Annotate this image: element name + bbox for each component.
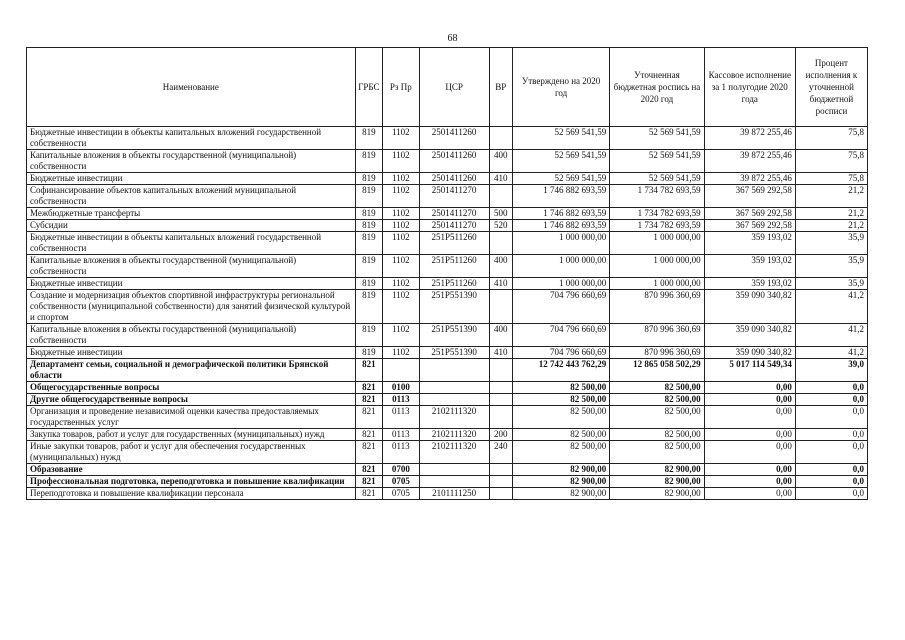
cell-grbs: 819 <box>355 347 382 359</box>
cell-grbs: 821 <box>355 464 382 476</box>
header-csr: ЦСР <box>419 48 489 127</box>
cell-approved: 52 569 541,59 <box>512 127 609 150</box>
cell-percent: 41,2 <box>795 324 867 347</box>
cell-cash: 359 090 340,82 <box>704 347 795 359</box>
cell-rzpr: 1102 <box>383 347 420 359</box>
cell-approved: 704 796 660,69 <box>512 347 609 359</box>
cell-name: Общегосударственные вопросы <box>27 382 356 394</box>
table-row <box>27 278 868 290</box>
cell-percent: 0,0 <box>795 488 867 500</box>
cell-vr <box>489 127 512 150</box>
header-refined: Уточненная бюджетная роспись на 2020 год <box>610 48 704 127</box>
cell-vr <box>489 406 512 429</box>
cell-approved: 12 742 443 762,29 <box>512 359 609 382</box>
table-row <box>27 394 868 406</box>
cell-percent: 21,2 <box>795 208 867 220</box>
cell-refined: 12 865 058 502,29 <box>610 359 704 382</box>
cell-grbs: 819 <box>355 220 382 232</box>
cell-percent: 41,2 <box>795 290 867 324</box>
cell-csr: 2501411270 <box>419 220 489 232</box>
cell-percent: 35,9 <box>795 278 867 290</box>
cell-refined: 870 996 360,69 <box>610 324 704 347</box>
header-approved: Утверждено на 2020 год <box>512 48 609 127</box>
cell-vr <box>489 382 512 394</box>
cell-vr <box>489 359 512 382</box>
cell-csr: 2501411260 <box>419 150 489 173</box>
cell-refined: 870 996 360,69 <box>610 347 704 359</box>
table-row <box>27 488 868 500</box>
cell-refined: 52 569 541,59 <box>610 173 704 185</box>
cell-approved: 1 746 882 693,59 <box>512 220 609 232</box>
cell-refined: 82 500,00 <box>610 406 704 429</box>
cell-approved: 1 746 882 693,59 <box>512 208 609 220</box>
cell-refined: 82 500,00 <box>610 429 704 441</box>
cell-grbs: 819 <box>355 208 382 220</box>
header-grbs: ГРБС <box>355 48 382 127</box>
table-row <box>27 476 868 488</box>
table-row <box>27 232 868 255</box>
table-row <box>27 290 868 324</box>
cell-name: Бюджетные инвестиции <box>27 347 356 359</box>
cell-grbs: 821 <box>355 359 382 382</box>
cell-grbs: 821 <box>355 406 382 429</box>
cell-rzpr: 1102 <box>383 173 420 185</box>
header-name: Наименование <box>27 48 356 127</box>
cell-rzpr: 0700 <box>383 464 420 476</box>
cell-refined: 1 000 000,00 <box>610 232 704 255</box>
cell-approved: 82 500,00 <box>512 441 609 464</box>
cell-vr <box>489 464 512 476</box>
cell-vr: 400 <box>489 324 512 347</box>
cell-rzpr: 1102 <box>383 232 420 255</box>
cell-cash: 0,00 <box>704 382 795 394</box>
cell-grbs: 821 <box>355 382 382 394</box>
cell-csr: 2102111320 <box>419 441 489 464</box>
table-row <box>27 359 868 382</box>
cell-grbs: 819 <box>355 173 382 185</box>
cell-refined: 1 734 782 693,59 <box>610 220 704 232</box>
cell-percent: 0,0 <box>795 464 867 476</box>
cell-approved: 704 796 660,69 <box>512 290 609 324</box>
cell-approved: 1 000 000,00 <box>512 232 609 255</box>
cell-refined: 1 734 782 693,59 <box>610 185 704 208</box>
cell-rzpr: 1102 <box>383 324 420 347</box>
cell-rzpr: 0113 <box>383 429 420 441</box>
cell-cash: 367 569 292,58 <box>704 208 795 220</box>
cell-name: Капитальные вложения в объекты государственной (муниципальной) собственности <box>27 255 356 278</box>
cell-cash: 0,00 <box>704 441 795 464</box>
cell-percent: 0,0 <box>795 394 867 406</box>
cell-percent: 0,0 <box>795 476 867 488</box>
cell-rzpr: 1102 <box>383 290 420 324</box>
cell-csr: 251P511260 <box>419 232 489 255</box>
cell-name: Профессиональная подготовка, переподготовка и повышение квалификации <box>27 476 356 488</box>
cell-cash: 0,00 <box>704 394 795 406</box>
table-row <box>27 382 868 394</box>
cell-grbs: 819 <box>355 127 382 150</box>
cell-approved: 704 796 660,69 <box>512 324 609 347</box>
cell-csr <box>419 464 489 476</box>
cell-rzpr: 0113 <box>383 406 420 429</box>
cell-percent: 0,0 <box>795 382 867 394</box>
cell-approved: 82 500,00 <box>512 406 609 429</box>
cell-approved: 82 900,00 <box>512 464 609 476</box>
cell-grbs: 819 <box>355 290 382 324</box>
table-row <box>27 185 868 208</box>
cell-rzpr: 0113 <box>383 394 420 406</box>
cell-name: Софинансирование объектов капитальных вложений муниципальной собственности <box>27 185 356 208</box>
cell-vr: 410 <box>489 278 512 290</box>
cell-approved: 82 900,00 <box>512 488 609 500</box>
cell-name: Другие общегосударственные вопросы <box>27 394 356 406</box>
cell-percent: 35,9 <box>795 255 867 278</box>
cell-refined: 82 900,00 <box>610 488 704 500</box>
cell-approved: 82 500,00 <box>512 429 609 441</box>
cell-vr: 500 <box>489 208 512 220</box>
cell-grbs: 819 <box>355 185 382 208</box>
cell-vr <box>489 185 512 208</box>
cell-rzpr: 0705 <box>383 488 420 500</box>
cell-approved: 1 746 882 693,59 <box>512 185 609 208</box>
cell-approved: 52 569 541,59 <box>512 173 609 185</box>
cell-csr: 2102111320 <box>419 406 489 429</box>
cell-rzpr: 1102 <box>383 127 420 150</box>
cell-csr: 251P551390 <box>419 347 489 359</box>
cell-refined: 82 500,00 <box>610 441 704 464</box>
cell-cash: 367 569 292,58 <box>704 185 795 208</box>
cell-grbs: 821 <box>355 394 382 406</box>
cell-name: Организация и проведение независимой оценки качества предоставляемых государственных услуг <box>27 406 356 429</box>
cell-csr <box>419 394 489 406</box>
cell-name: Капитальные вложения в объекты государственной (муниципальной) собственности <box>27 324 356 347</box>
header-cash: Кассовое исполнение за 1 полугодие 2020 года <box>704 48 795 127</box>
cell-csr: 2501411270 <box>419 185 489 208</box>
cell-grbs: 819 <box>355 324 382 347</box>
cell-percent: 0,0 <box>795 441 867 464</box>
cell-name: Департамент семьи, социальной и демографической политики Брянской области <box>27 359 356 382</box>
cell-cash: 359 090 340,82 <box>704 324 795 347</box>
cell-cash: 359 193,02 <box>704 278 795 290</box>
cell-cash: 5 017 114 549,34 <box>704 359 795 382</box>
cell-rzpr <box>383 359 420 382</box>
cell-csr: 2501411260 <box>419 173 489 185</box>
cell-vr: 520 <box>489 220 512 232</box>
cell-name: Бюджетные инвестиции <box>27 278 356 290</box>
cell-approved: 82 500,00 <box>512 394 609 406</box>
cell-approved: 1 000 000,00 <box>512 278 609 290</box>
cell-cash: 0,00 <box>704 429 795 441</box>
table-row <box>27 464 868 476</box>
cell-refined: 1 734 782 693,59 <box>610 208 704 220</box>
cell-rzpr: 1102 <box>383 278 420 290</box>
cell-vr <box>489 488 512 500</box>
table-body <box>27 127 868 500</box>
header-percent: Процент исполнения к уточненной бюджетной росписи <box>795 48 867 127</box>
cell-cash: 367 569 292,58 <box>704 220 795 232</box>
cell-grbs: 819 <box>355 150 382 173</box>
cell-percent: 35,9 <box>795 232 867 255</box>
cell-csr: 2501411270 <box>419 208 489 220</box>
cell-refined: 82 500,00 <box>610 394 704 406</box>
cell-refined: 1 000 000,00 <box>610 278 704 290</box>
cell-csr: 251P511260 <box>419 255 489 278</box>
table-row <box>27 150 868 173</box>
cell-approved: 82 500,00 <box>512 382 609 394</box>
cell-grbs: 821 <box>355 429 382 441</box>
cell-percent: 75,8 <box>795 127 867 150</box>
cell-percent: 39,0 <box>795 359 867 382</box>
cell-vr: 400 <box>489 150 512 173</box>
cell-vr: 410 <box>489 347 512 359</box>
cell-grbs: 821 <box>355 488 382 500</box>
cell-refined: 52 569 541,59 <box>610 127 704 150</box>
cell-name: Создание и модернизация объектов спортивной инфраструктуры региональной собственности (муниципальной собственности) для занятий физической культурой и спортом <box>27 290 356 324</box>
cell-csr: 251P551390 <box>419 324 489 347</box>
header-row <box>27 48 868 127</box>
cell-vr <box>489 394 512 406</box>
cell-cash: 39 872 255,46 <box>704 150 795 173</box>
cell-vr: 240 <box>489 441 512 464</box>
cell-refined: 1 000 000,00 <box>610 255 704 278</box>
table-row <box>27 406 868 429</box>
cell-percent: 21,2 <box>795 185 867 208</box>
cell-grbs: 821 <box>355 476 382 488</box>
cell-vr: 410 <box>489 173 512 185</box>
cell-rzpr: 0100 <box>383 382 420 394</box>
cell-csr: 2501411260 <box>419 127 489 150</box>
cell-approved: 1 000 000,00 <box>512 255 609 278</box>
cell-csr <box>419 382 489 394</box>
cell-rzpr: 0705 <box>383 476 420 488</box>
cell-csr: 2102111320 <box>419 429 489 441</box>
cell-percent: 41,2 <box>795 347 867 359</box>
cell-vr <box>489 476 512 488</box>
cell-rzpr: 1102 <box>383 208 420 220</box>
cell-vr: 400 <box>489 255 512 278</box>
cell-grbs: 819 <box>355 232 382 255</box>
cell-csr <box>419 476 489 488</box>
cell-cash: 359 090 340,82 <box>704 290 795 324</box>
cell-percent: 75,8 <box>795 173 867 185</box>
cell-percent: 21,2 <box>795 220 867 232</box>
table-row <box>27 173 868 185</box>
table-row <box>27 127 868 150</box>
cell-csr: 251P511260 <box>419 278 489 290</box>
cell-percent: 75,8 <box>795 150 867 173</box>
header-vr: ВР <box>489 48 512 127</box>
cell-name: Бюджетные инвестиции в объекты капитальных вложений государственной собственности <box>27 232 356 255</box>
cell-name: Субсидии <box>27 220 356 232</box>
cell-cash: 0,00 <box>704 488 795 500</box>
cell-csr <box>419 359 489 382</box>
table-row <box>27 441 868 464</box>
cell-cash: 39 872 255,46 <box>704 127 795 150</box>
budget-table <box>26 47 868 500</box>
cell-rzpr: 0113 <box>383 441 420 464</box>
cell-refined: 52 569 541,59 <box>610 150 704 173</box>
cell-cash: 0,00 <box>704 406 795 429</box>
cell-approved: 52 569 541,59 <box>512 150 609 173</box>
cell-name: Закупка товаров, работ и услуг для государственных (муниципальных) нужд <box>27 429 356 441</box>
cell-grbs: 819 <box>355 255 382 278</box>
cell-refined: 870 996 360,69 <box>610 290 704 324</box>
cell-refined: 82 500,00 <box>610 382 704 394</box>
table-row <box>27 347 868 359</box>
cell-rzpr: 1102 <box>383 220 420 232</box>
table-row <box>27 429 868 441</box>
cell-grbs: 821 <box>355 441 382 464</box>
cell-csr: 2101111250 <box>419 488 489 500</box>
table-row <box>27 220 868 232</box>
page-number: 68 <box>447 33 458 44</box>
cell-rzpr: 1102 <box>383 150 420 173</box>
cell-csr: 251P551390 <box>419 290 489 324</box>
cell-name: Капитальные вложения в объекты государственной (муниципальной) собственности <box>27 150 356 173</box>
header-rzpr: Рз Пр <box>383 48 420 127</box>
cell-vr <box>489 232 512 255</box>
cell-cash: 0,00 <box>704 464 795 476</box>
cell-rzpr: 1102 <box>383 185 420 208</box>
cell-rzpr: 1102 <box>383 255 420 278</box>
table-row <box>27 208 868 220</box>
cell-approved: 82 900,00 <box>512 476 609 488</box>
table-row <box>27 324 868 347</box>
cell-name: Иные закупки товаров, работ и услуг для обеспечения государственных (муниципальных) нужд <box>27 441 356 464</box>
cell-percent: 0,0 <box>795 406 867 429</box>
table-row <box>27 255 868 278</box>
cell-name: Образование <box>27 464 356 476</box>
cell-cash: 39 872 255,46 <box>704 173 795 185</box>
cell-percent: 0,0 <box>795 429 867 441</box>
cell-name: Межбюджетные трансферты <box>27 208 356 220</box>
cell-refined: 82 900,00 <box>610 464 704 476</box>
cell-name: Переподготовка и повышение квалификации персонала <box>27 488 356 500</box>
cell-cash: 359 193,02 <box>704 232 795 255</box>
cell-name: Бюджетные инвестиции в объекты капитальных вложений государственной собственности <box>27 127 356 150</box>
cell-cash: 359 193,02 <box>704 255 795 278</box>
cell-refined: 82 900,00 <box>610 476 704 488</box>
cell-grbs: 819 <box>355 278 382 290</box>
cell-cash: 0,00 <box>704 476 795 488</box>
cell-name: Бюджетные инвестиции <box>27 173 356 185</box>
cell-vr: 200 <box>489 429 512 441</box>
cell-vr <box>489 290 512 324</box>
